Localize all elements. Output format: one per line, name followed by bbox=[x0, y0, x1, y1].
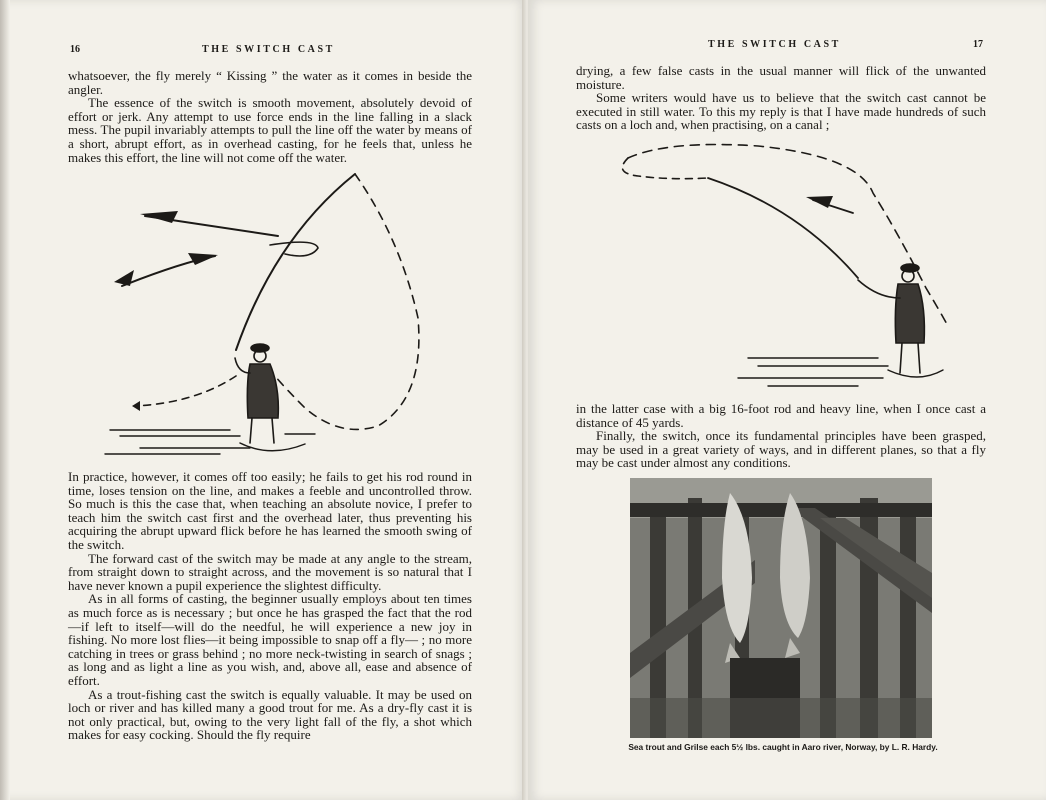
left-text-top bbox=[68, 69, 472, 164]
switch-cast-diagram-right bbox=[608, 138, 968, 396]
paragraph: Finally, the switch, once its fundamental principles have been grasped, may be used in a great variety of ways, and in different planes, so that a fly may be cast under almost any conditions. bbox=[576, 428, 986, 471]
photo-illustration bbox=[630, 478, 932, 738]
left-text-bottom bbox=[68, 470, 472, 742]
photo-fish-hanging bbox=[630, 478, 932, 738]
paragraph: whatsoever, the fly merely “ Kissing ” the water as it comes in beside the angler. bbox=[68, 68, 472, 97]
paragraph: Some writers would have us to believe that the switch cast cannot be executed in still water. To this my reply is that I have made hundreds of such casts on a loch and, when practising, on a canal ; bbox=[576, 90, 986, 133]
arrow-small-icon bbox=[132, 401, 140, 411]
jacket bbox=[247, 364, 278, 418]
jacket bbox=[895, 284, 924, 343]
arm bbox=[858, 280, 900, 298]
paragraph: In practice, however, it comes off too easily; he fails to get his rod round in time, loses tension on the line, and makes a feeble and uncontrolled throw. So much is this the case that, when teaching an absolute novice, I prefer to teach him the switch cast first and the overhead later, thus preventing his acquiring the abrupt upward flick before he has learned the smooth swing of the switch. bbox=[68, 469, 472, 552]
paragraph: drying, a few false casts in the usual manner will flick of the unwanted moisture. bbox=[576, 63, 986, 92]
line-path-dashed bbox=[275, 174, 419, 429]
right-text-top bbox=[576, 64, 986, 132]
angler-figure bbox=[858, 264, 924, 373]
switch-cast-diagram-left bbox=[100, 168, 440, 463]
running-head-right: THE SWITCH CAST bbox=[708, 39, 841, 50]
page-number-left: 16 bbox=[70, 44, 80, 55]
right-text-bottom bbox=[576, 402, 986, 470]
line-loop bbox=[270, 242, 318, 256]
paragraph: The essence of the switch is smooth movement, absolutely devoid of effort or jerk. Any attempt to use force ends in the line falling in a slack mess. The pupil invariably attempts to pull the line off the water by means of a short, abrupt effort, as in overhead casting, for he feels that, unless he makes this effort, the line will not come off the water. bbox=[68, 95, 472, 165]
paragraph: The forward cast of the switch may be made at any angle to the stream, from straight down to straight across, and the movement is so natural that I have never known a pupil experience the slightest difficulty. bbox=[68, 550, 472, 593]
paragraph: As a trout-fishing cast the switch is equally valuable. It may be used on loch or river and has killed many a good trout for me. As a dry-fly cast it is not only practical, but, owing to the very light fall of the fly, a shot which makes for easy cocking. Should the fly require bbox=[68, 686, 472, 743]
paragraph: in the latter case with a big 16-foot rod and heavy line, when I once cast a distance of 45 yards. bbox=[576, 401, 986, 430]
arrow-head-icon bbox=[188, 253, 218, 265]
right-page bbox=[528, 0, 1046, 800]
arm bbox=[235, 358, 250, 373]
paragraph: As in all forms of casting, the beginner usually employs about ten times as much force as is necessary ; but once he has grasped the fact that the rod—if left to itself—will do the needful, he will experience a new joy in fishing. No more lost flies—it being impossible to snap off a fly— ; no more catching in trees or grass behind ; no more neck-twisting in search of snags ; as long and as light a line as you wish, and, above all, ease and absence of effort. bbox=[68, 591, 472, 688]
water-lines bbox=[105, 430, 315, 454]
legs bbox=[250, 418, 274, 443]
page-edge bbox=[0, 0, 10, 800]
legs bbox=[900, 343, 920, 373]
line-path-dashed bbox=[622, 158, 708, 179]
fishing-line bbox=[708, 178, 858, 278]
arrow-tail-icon bbox=[114, 270, 134, 286]
fishing-rod bbox=[236, 174, 355, 350]
water-lines bbox=[738, 358, 943, 386]
photo-caption: Sea trout and Grilse each 5½ lbs. caught in Aaro river, Norway, by L. R. Hardy. bbox=[628, 742, 938, 752]
line-path-dashed bbox=[135, 376, 236, 406]
angler-figure bbox=[235, 344, 278, 443]
arrow-head-icon bbox=[806, 196, 833, 208]
page-number-right: 17 bbox=[973, 39, 983, 50]
running-head-left: THE SWITCH CAST bbox=[202, 44, 335, 55]
